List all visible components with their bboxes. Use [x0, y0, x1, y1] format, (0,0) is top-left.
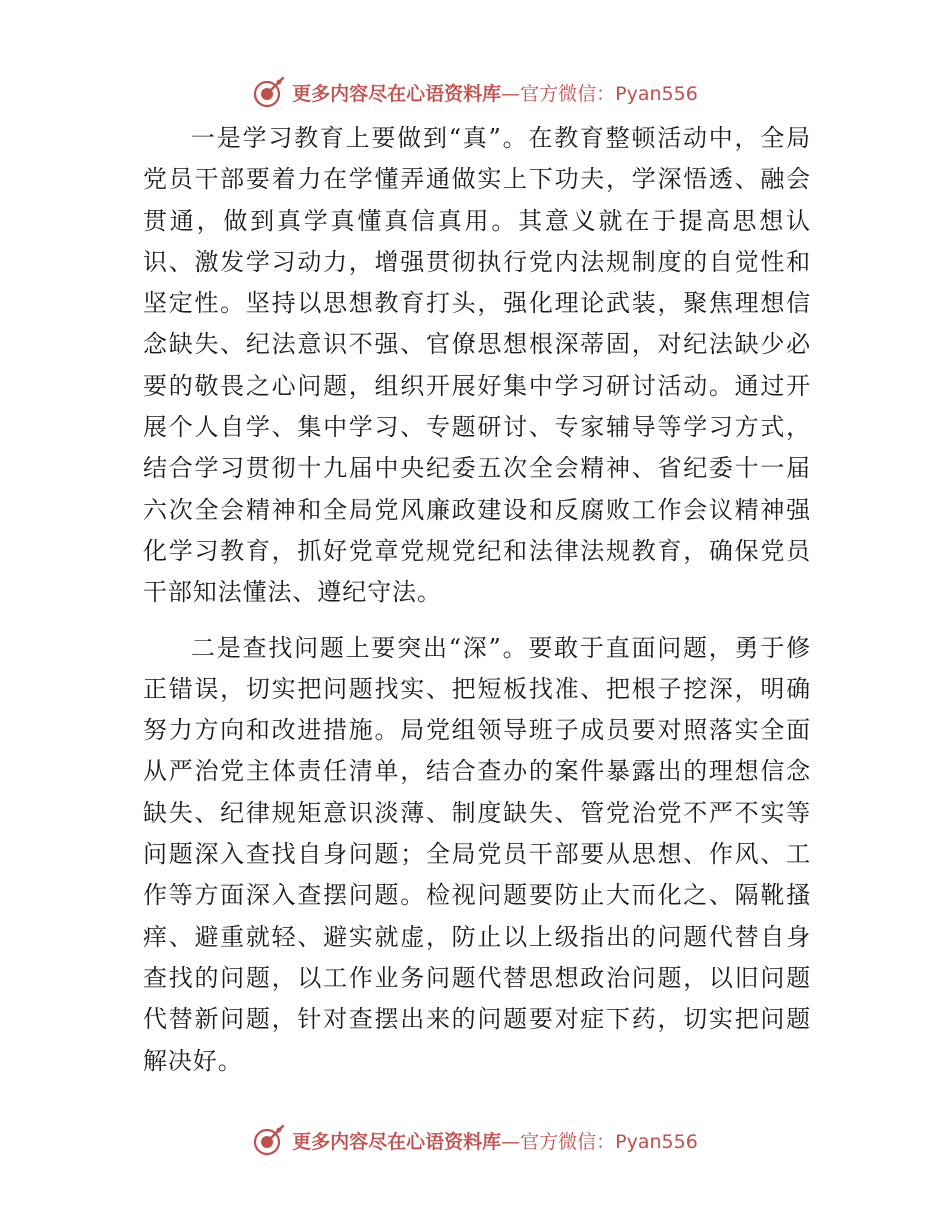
paragraph-2: 二是查找问题上要突出“深”。要敢于直面问题，勇于修正错误，切实把问题找实、把短板找准、把根子挖深，明确努力方向和改进措施。局党组领导班子成员要对照落实全面从严治党主体责任清单，结合查办的案件暴露出的理想信念缺失、纪律规矩意识淡薄、制度缺失、管党治党不严不实等问题深入查找自身问题；全局党员干部要从思想、作风、工作等方面深入查摆问题。检视问题要防止大而化之、隔靴搔痒、避重就轻、避实就虚，防止以上级指出的问题代替自身查找的问题，以工作业务问题代替思想政治问题，以旧问题代替新问题，针对查摆出来的问题要对症下药，切实把问题解决好。: [143, 633, 811, 1075]
header-brand-text: 更多内容尽在心语资料库: [292, 82, 502, 105]
footer-wechat-text: —官方微信：Pyan556: [501, 1130, 698, 1153]
header-wechat-text: —官方微信：Pyan556: [501, 82, 698, 105]
footer-watermark-banner: [0, 1120, 950, 1160]
quill-pen-logo-icon: [252, 75, 286, 109]
quill-pen-logo-icon: [252, 1123, 286, 1157]
paragraph-1: 一是学习教育上要做到“真”。在教育整顿活动中，全局党员干部要着力在学懂弄通做实上下功夫，学深悟透、融会贯通，做到真学真懂真信真用。其意义就在于提高思想认识、激发学习动力，增强贯彻执行党内法规制度的自觉性和坚定性。坚持以思想教育打头，强化理论武装，聚焦理想信念缺失、纪法意识不强、官僚思想根深蒂固，对纪法缺少必要的敬畏之心问题，组织开展好集中学习研讨活动。通过开展个人自学、集中学习、专题研讨、专家辅导等学习方式，结合学习贯彻十九届中央纪委五次全会精神、省纪委十一届六次全会精神和全局党风廉政建设和反腐败工作会议精神强化学习教育，抓好党章党规党纪和法律法规教育，确保党员干部知法懂法、遵纪守法。: [143, 124, 811, 607]
header-watermark-banner: [0, 72, 950, 112]
document-body: [143, 118, 811, 1082]
footer-brand-text: 更多内容尽在心语资料库: [292, 1130, 502, 1153]
